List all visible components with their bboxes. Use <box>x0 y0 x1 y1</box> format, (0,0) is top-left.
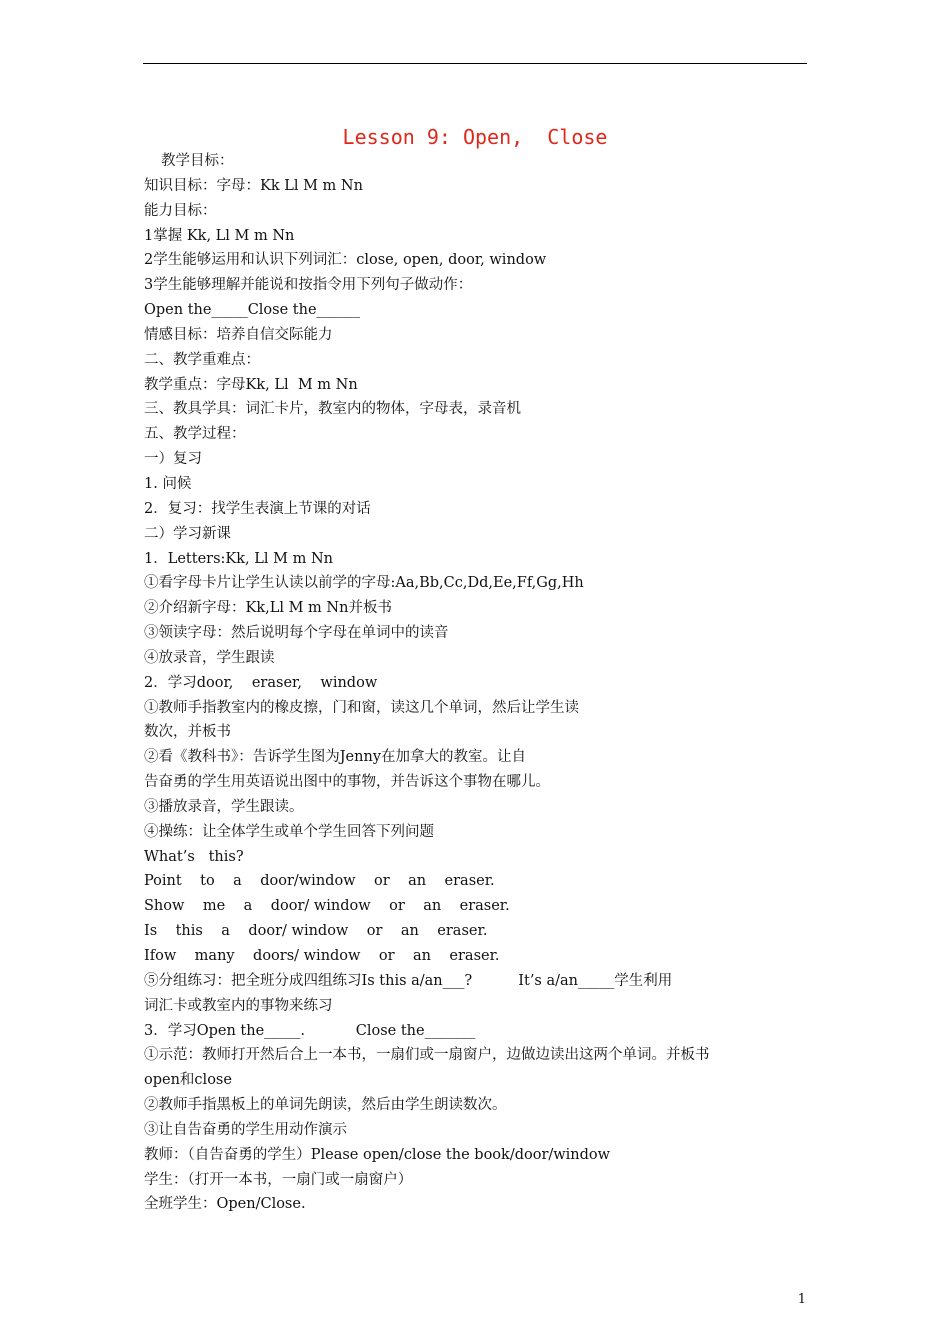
text-line: ④放录音，学生跟读 <box>144 649 275 666</box>
text-line: 二）学习新课 <box>144 525 231 542</box>
text-line: ④操练：让全体学生或单个学生回答下列问题 <box>144 823 434 840</box>
text-line: 2学生能够运用和认识下列词汇：close, open, door, window <box>144 252 547 269</box>
text-line: 三、教具学具：词汇卡片，教室内的物体，字母表，录音机 <box>144 401 521 418</box>
text-line: What’s this? <box>144 848 244 865</box>
lesson-title: Lesson 9: Open, Close <box>342 125 608 149</box>
text-line: ②看《教科书》：告诉学生图为Jenny在加拿大的教室。让自 <box>144 749 527 766</box>
text-line: 3学生能够理解并能说和按指令用下列句子做动作： <box>144 277 473 294</box>
text-line: 情感目标：培养自信交际能力 <box>144 326 333 343</box>
text-line: 2．复习：找学生表演上节课的对话 <box>144 500 371 517</box>
text-line: ①示范：教师打开然后合上一本书，一扇们或一扇窗户，边做边读出这两个单词。并板书 <box>144 1047 710 1064</box>
text-line: Point to a door/window or an eraser. <box>144 873 495 890</box>
text-line: ⑤分组练习：把全班分成四组练习Is this a/an___? It’s a/an_____学生利用 <box>144 972 673 989</box>
text-line: 能力目标： <box>144 202 217 219</box>
text-line: 教学重点：字母Kk, Ll M m Nn <box>144 376 358 393</box>
text-line: 一）复习 <box>144 451 202 468</box>
header-rule <box>143 63 807 64</box>
text-line: 五、教学过程： <box>144 426 246 443</box>
text-line: 学生：（打开一本书，一扇门或一扇窗户） <box>144 1171 413 1188</box>
text-line: 1．Letters:Kk, Ll M m Nn <box>144 550 333 567</box>
text-line: Show me a door/ window or an eraser. <box>144 898 510 915</box>
text-line: 词汇卡或教室内的事物来练习 <box>144 997 333 1014</box>
text-line: 二、教学重难点： <box>144 351 260 368</box>
text-line: 告奋勇的学生用英语说出图中的事物，并告诉这个事物在哪儿。 <box>144 774 550 791</box>
text-line: 知识目标：字母：Kk Ll M m Nn <box>144 177 363 194</box>
text-line: Ifow many doors/ window or an eraser. <box>144 948 500 964</box>
lesson-body <box>144 149 806 1217</box>
text-line: ③领读字母：然后说明每个字母在单词中的读音 <box>144 625 449 642</box>
text-line: ③播放录音，学生跟读。 <box>144 798 304 815</box>
text-line: ①教师手指教室内的橡皮擦，门和窗，读这几个单词，然后让学生读 <box>144 699 579 716</box>
text-line: 数次，并板书 <box>144 724 231 741</box>
text-line: 教学目标： <box>161 153 234 169</box>
text-line: ②教师手指黑板上的单词先朗读，然后由学生朗读数次。 <box>144 1097 507 1114</box>
text-line: 教师：（自告奋勇的学生）Please open/close the book/door/window <box>144 1146 611 1163</box>
text-line: 1. 问候 <box>144 475 192 492</box>
text-line: open和close <box>144 1072 232 1089</box>
text-line: 全班学生：Open/Close. <box>144 1196 306 1213</box>
text-line: Is this a door/ window or an eraser. <box>144 923 488 940</box>
text-line: 3．学习Open the_____. Close the_______ <box>144 1022 476 1039</box>
text-line: ①看字母卡片让学生认读以前学的字母:Aa,Bb,Cc,Dd,Ee,Ff,Gg,Hh <box>144 575 584 592</box>
text-line: 2．学习door, eraser, window <box>144 674 378 691</box>
page-number: 1 <box>797 1292 806 1307</box>
text-line: 1掌握 Kk, Ll M m Nn <box>144 227 295 244</box>
text-line: ②介绍新字母：Kk,Ll M m Nn并板书 <box>144 600 392 617</box>
text-line: ③让自告奋勇的学生用动作演示 <box>144 1121 347 1138</box>
text-line: Open the_____Close the______ <box>144 302 361 319</box>
